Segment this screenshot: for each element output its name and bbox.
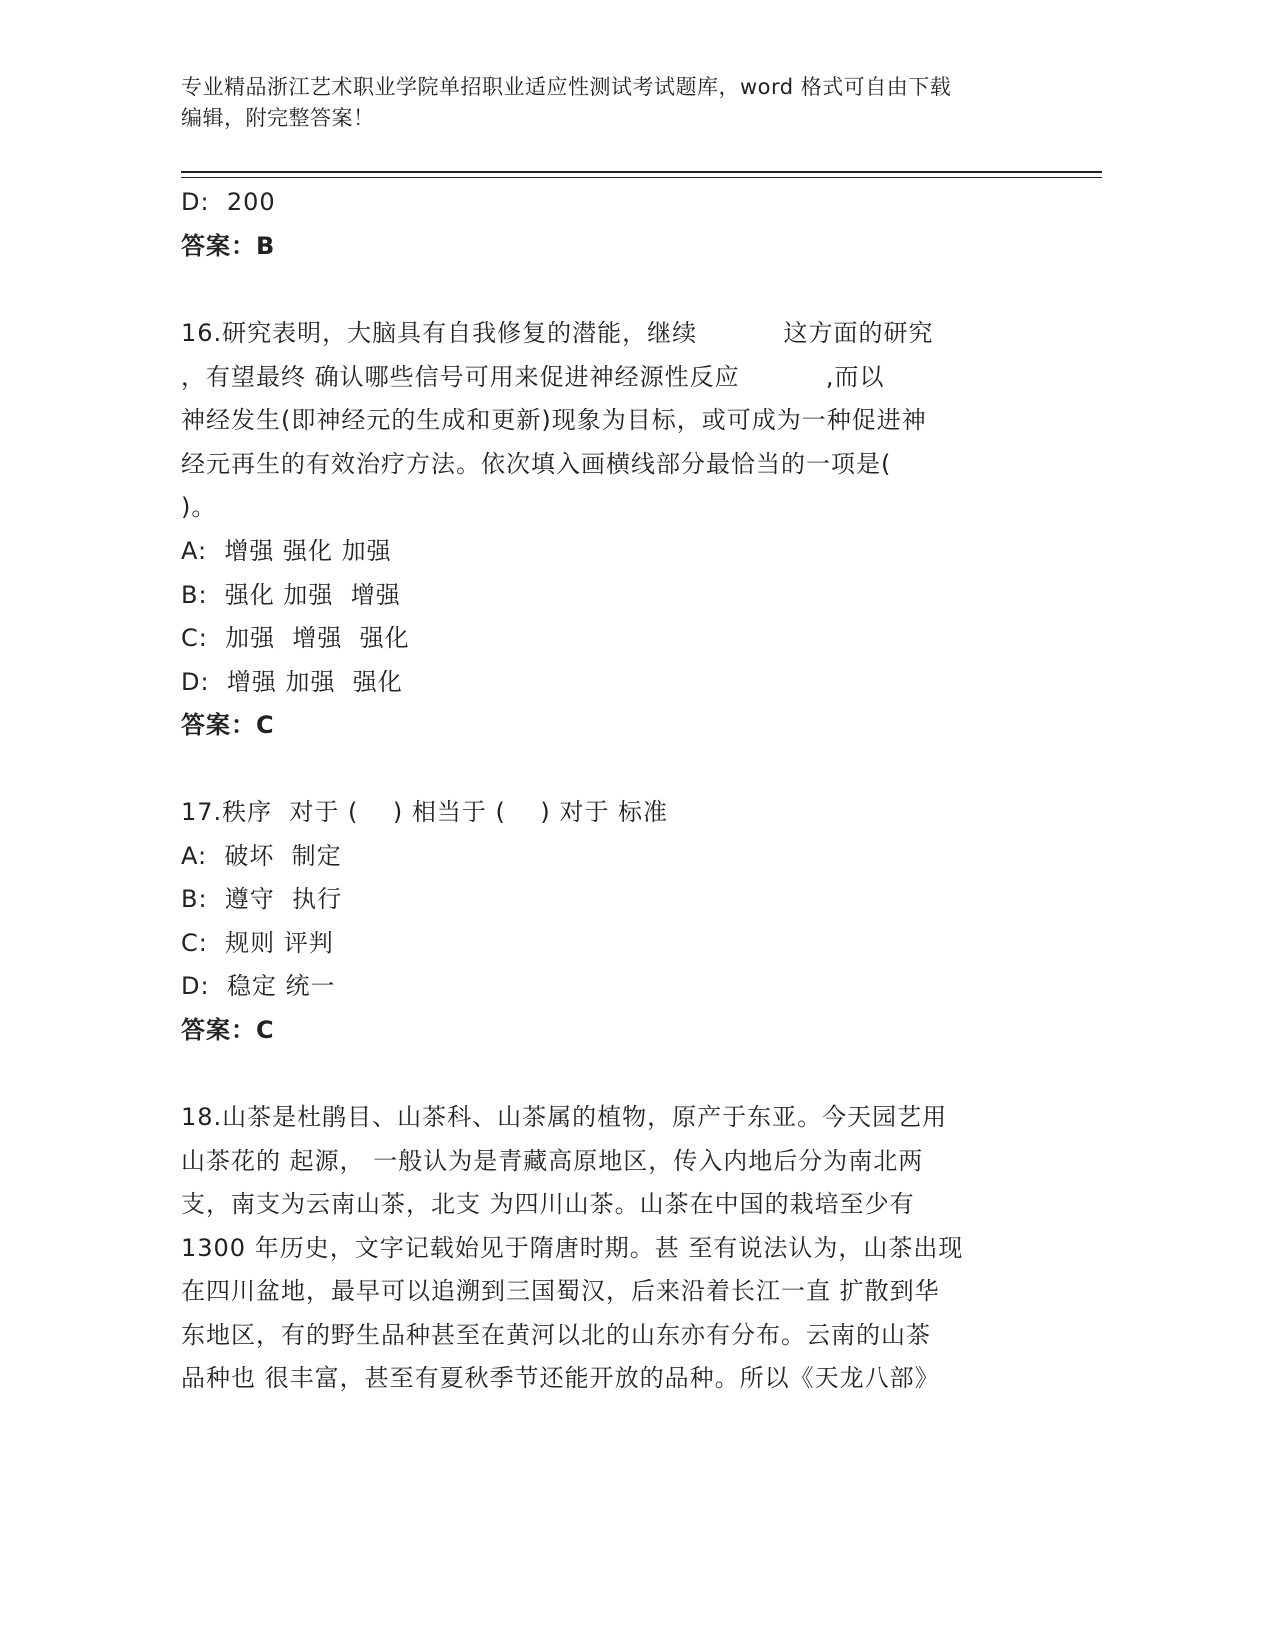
header-divider-thin (181, 177, 1102, 178)
question-text-line: ，有望最终 确认哪些信号可用来促进神经源性反应 ,而以 (181, 363, 885, 391)
question-text-line: )。 (181, 493, 217, 521)
option-c: C: 加强 增强 强化 (181, 624, 410, 652)
option-c: C: 规则 评判 (181, 929, 334, 957)
question-text-line: 东地区，有的野生品种甚至在黄河以北的山东亦有分布。云南的山茶 (181, 1321, 931, 1349)
header-line-2: 编辑，附完整答案！ (181, 106, 375, 130)
option-a: A: 破坏 制定 (181, 842, 342, 870)
question-text-line: 经元再生的有效治疗方法。依次填入画横线部分最恰当的一项是( (181, 450, 892, 478)
option-b: B: 强化 加强 增强 (181, 581, 401, 609)
question-text-line: 山茶花的 起源， 一般认为是青藏高原地区，传入内地后分为南北两 (181, 1147, 924, 1175)
option-b: B: 遵守 执行 (181, 885, 343, 913)
answer: 答案：B (181, 232, 276, 260)
header-title (181, 72, 1061, 134)
question-text-line: 18.山茶是杜鹃目、山茶科、山茶属的植物，原产于东亚。今天园艺用 (181, 1103, 948, 1131)
question-text-line: 品种也 很丰富，甚至有夏秋季节还能开放的品种。所以《天龙八部》 (181, 1364, 940, 1392)
header-divider-thick (181, 171, 1102, 173)
question-text-line: 在四川盆地，最早可以追溯到三国蜀汉，后来沿着长江一直 扩散到华 (181, 1277, 940, 1305)
option-a: A: 增强 强化 加强 (181, 537, 392, 565)
question-stem: 17.秩序 对于 ( ) 相当于 ( ) 对于 标准 (181, 798, 669, 826)
question-text-line: 16.研究表明，大脑具有自我修复的潜能，继续 这方面的研究 (181, 319, 934, 347)
option-d: D: 增强 加强 强化 (181, 668, 403, 696)
answer: 答案：C (181, 1016, 275, 1044)
question-text-line: 神经发生(即神经元的生成和更新)现象为目标，或可成为一种促进神 (181, 406, 927, 434)
question-text-line: 支，南支为云南山茶，北支 为四川山茶。山茶在中国的栽培至少有 (181, 1190, 915, 1218)
option-d: D: 稳定 统一 (181, 972, 336, 1000)
answer: 答案：C (181, 711, 275, 739)
option-d: D: 200 (181, 188, 276, 216)
header-line-1: 专业精品浙江艺术职业学院单招职业适应性测试考试题库，word 格式可自由下载 (181, 75, 952, 99)
question-text-line: 1300 年历史，文字记载始见于隋唐时期。甚 至有说法认为，山茶出现 (181, 1234, 964, 1262)
